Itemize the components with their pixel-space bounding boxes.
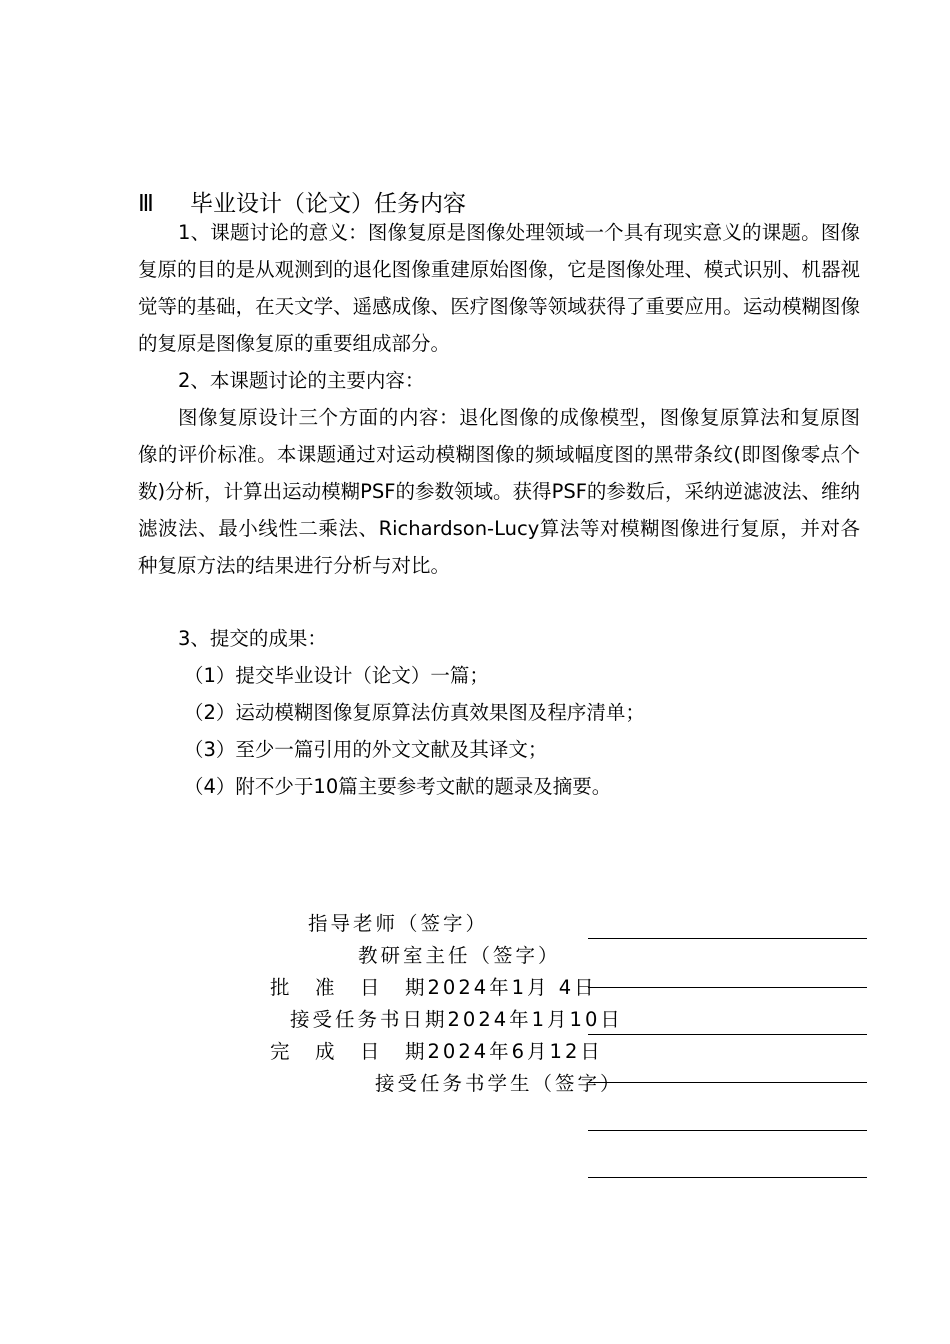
advisor-signature-label: 指导老师（签字） (308, 912, 489, 935)
director-signature-label: 教研室主任（签字） (358, 944, 561, 967)
approval-date: 批 准 日 期2024年1月 4日 (270, 976, 597, 999)
deliverable-item-3: （3）至少一篇引用的外文文献及其译文； (184, 738, 548, 761)
blank-signature-line-1 (588, 1130, 867, 1131)
deliverable-item-4: （4）附不少于10篇主要参考文献的题录及摘要。 (184, 775, 612, 798)
results-heading: 3、提交的成果： (178, 627, 327, 650)
advisor-signature-line (588, 938, 867, 939)
significance-paragraph: 1、课题讨论的意义：图像复原是图像处理领域一个具有现实意义的课题。图像复原的目的是从观测到的退化图像重建原始图像，它是图像处理、模式识别、机器视觉等的基础，在天文学、遥感成像、医疗图像等领域获得了重要应用。运动模糊图像的复原是图像复原的重要组成部分。 (138, 221, 860, 355)
deliverable-item-2: （2）运动模糊图像复原算法仿真效果图及程序清单； (184, 701, 645, 724)
blank-signature-line-2 (588, 1177, 867, 1178)
accept-date: 接受任务书日期2024年1月10日 (290, 1008, 623, 1031)
approval-signature-line (588, 1034, 867, 1035)
section-title: 毕业设计（论文）任务内容 (190, 191, 466, 217)
complete-date: 完 成 日 期2024年6月12日 (270, 1040, 603, 1063)
content-paragraph: 图像复原设计三个方面的内容：退化图像的成像模型，图像复原算法和复原图像的评价标准。本课题通过对运动模糊图像的频域幅度图的黑带条纹(即图像零点个数)分析，计算出运动模糊PSF的参数领域。获得PSF的参数后，采纳逆滤波法、维纳滤波法、最小线性二乘法、Richardson-Lucy算法等对模糊图像进行复原，并对各种复原方法的结果进行分析与对比。 (138, 406, 860, 577)
student-signature-line (588, 1082, 867, 1083)
director-signature-line (588, 987, 867, 988)
deliverable-item-1: （1）提交毕业设计（论文）一篇； (184, 664, 489, 687)
section-number: Ⅲ (138, 191, 154, 217)
content-heading: 2、本课题讨论的主要内容： (178, 369, 425, 392)
student-signature-label: 接受任务书学生（签字） (375, 1072, 623, 1095)
